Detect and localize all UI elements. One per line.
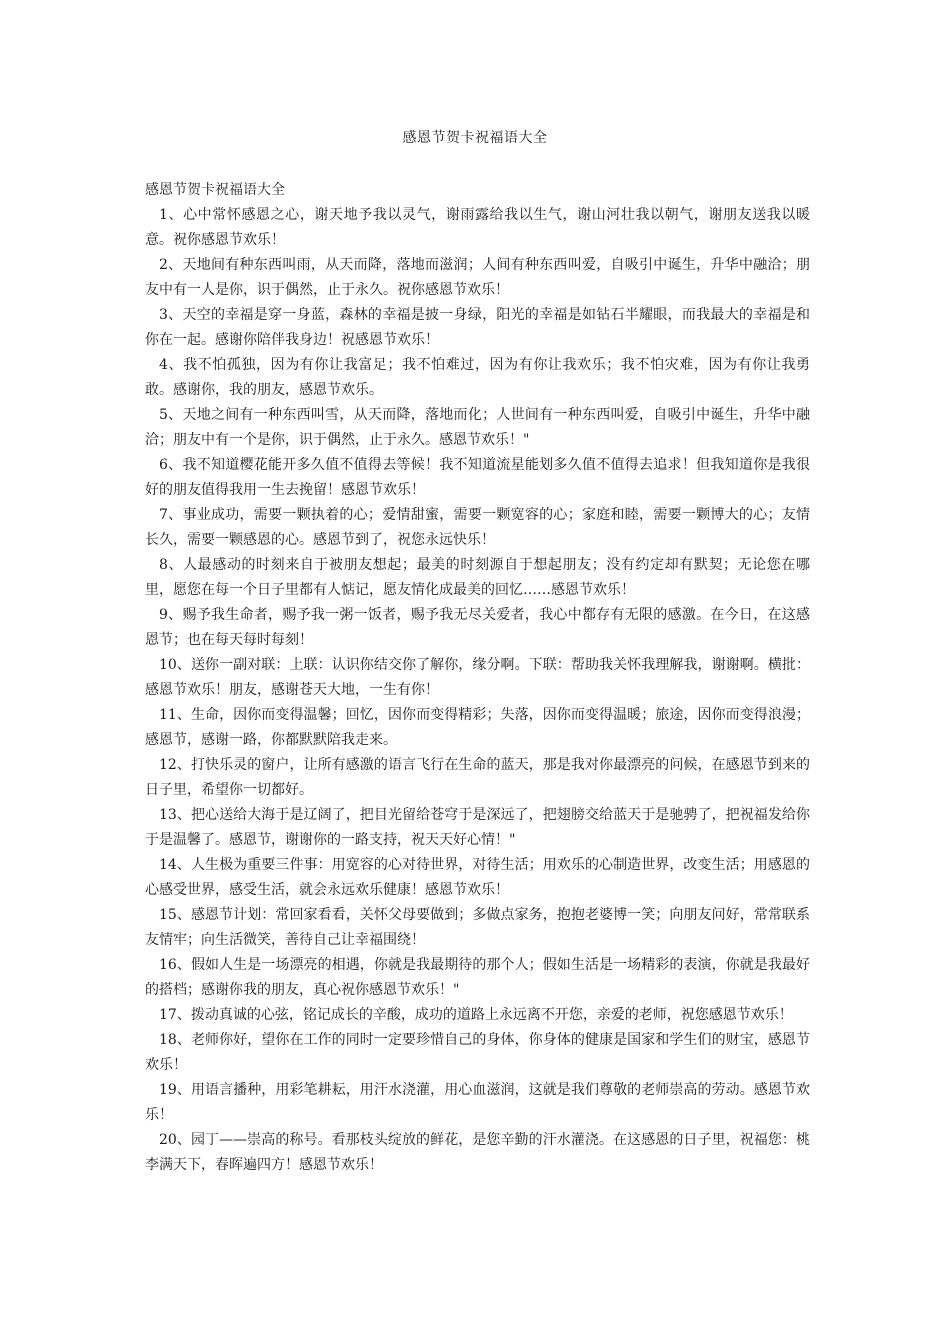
paragraph-5: 5、天地之间有一种东西叫雪，从天而降，落地而化；人世间有一种东西叫爱，自吸引中诞生，升华中融洽；朋友中有一个是你，识于偶然，止于永久。感恩节欢乐！": [145, 407, 810, 448]
paragraph-13: 13、把心送给大海于是辽阔了，把目光留给苍穹于是深远了，把翅膀交给蓝天于是驰骋了，把祝福发给你于是温馨了。感恩节，谢谢你的一路支持，祝天天好心情！": [145, 807, 810, 848]
paragraph-1: 1、心中常怀感恩之心，谢天地予我以灵气，谢雨露给我以生气，谢山河壮我以朝气，谢朋友送我以暖意。祝你感恩节欢乐！: [145, 207, 810, 248]
paragraph-17: 17、拨动真诚的心弦，铭记成长的辛酸，成功的道路上永远离不开您，亲爱的老师，祝您感恩节欢乐！: [159, 1007, 793, 1023]
paragraph-15: 15、感恩节计划：常回家看看，关怀父母要做到；多做点家务，抱抱老婆博一笑；向朋友问好，常常联系友情牢；向生活微笑，善待自己让幸福围绕！: [145, 907, 810, 948]
paragraph-4: 4、我不怕孤独，因为有你让我富足；我不怕难过，因为有你让我欢乐；我不怕灾难，因为有你让我勇敢。感谢你，我的朋友，感恩节欢乐。: [145, 357, 810, 398]
paragraph-19: 19、用语言播种，用彩笔耕耘，用汗水浇灌，用心血滋润，这就是我们尊敬的老师崇高的劳动。感恩节欢乐！: [145, 1082, 810, 1123]
document-body: [145, 178, 810, 1178]
paragraph-16: 16、假如人生是一场漂亮的相遇，你就是我最期待的那个人；假如生活是一场精彩的表演，你就是我最好的搭档；感谢你我的朋友，真心祝你感恩节欢乐！": [145, 957, 810, 998]
paragraph-18: 18、老师你好，望你在工作的同时一定要珍惜自己的身体，你身体的健康是国家和学生们的财宝，感恩节欢乐！: [145, 1032, 810, 1073]
paragraph-6: 6、我不知道樱花能开多久值不值得去等候！我不知道流星能划多久值不值得去追求！但我知道你是我很好的朋友值得我用一生去挽留！感恩节欢乐！: [145, 457, 810, 498]
paragraph-7: 7、事业成功，需要一颗执着的心；爱情甜蜜，需要一颗宽容的心；家庭和睦，需要一颗博大的心；友情长久，需要一颗感恩的心。感恩节到了，祝您永远快乐！: [145, 507, 810, 548]
paragraph-12: 12、打快乐灵的窗户，让所有感激的语言飞行在生命的蓝天，那是我对你最漂亮的问候，在感恩节到来的日子里，希望你一切都好。: [145, 757, 810, 798]
paragraph-14: 14、人生极为重要三件事：用宽容的心对待世界，对待生活；用欢乐的心制造世界，改变生活；用感恩的心感受世界，感受生活，就会永远欢乐健康！感恩节欢乐！: [145, 857, 810, 898]
paragraph-3: 3、天空的幸福是穿一身蓝，森林的幸福是披一身绿，阳光的幸福是如钻石半耀眼，而我最大的幸福是和你在一起。感谢你陪伴我身边！祝感恩节欢乐！: [145, 307, 810, 348]
paragraph-10: 10、送你一副对联：上联：认识你结交你了解你，缘分啊。下联：帮助我关怀我理解我，谢谢啊。横批：感恩节欢乐！朋友，感谢苍天大地，一生有你！: [145, 657, 810, 698]
paragraph-2: 2、天地间有种东西叫雨，从天而降，落地而滋润；人间有种东西叫爱，自吸引中诞生，升华中融洽；朋友中有一人是你，识于偶然，止于永久。祝你感恩节欢乐！: [145, 257, 810, 298]
paragraph-20: 20、园丁——崇高的称号。看那枝头绽放的鲜花，是您辛勤的汗水灌浇。在这感恩的日子里，祝福您：桃李满天下，春晖遍四方！感恩节欢乐！: [145, 1132, 810, 1173]
document-title: 感恩节贺卡祝福语大全: [402, 130, 548, 146]
paragraph-9: 9、赐予我生命者，赐予我一粥一饭者，赐予我无尽关爱者，我心中都存有无限的感激。在今日，在这感恩节；也在每天每时每刻！: [145, 607, 810, 648]
document-subtitle: 感恩节贺卡祝福语大全: [145, 182, 285, 198]
paragraph-11: 11、生命，因你而变得温馨；回忆，因你而变得精彩；失落，因你而变得温暖；旅途，因你而变得浪漫；感恩节，感谢一路，你都默默陪我走来。: [145, 707, 810, 748]
paragraph-8: 8、人最感动的时刻来自于被朋友想起；最美的时刻源自于想起朋友；没有约定却有默契；无论您在哪里，愿您在每一个日子里都有人惦记，愿友情化成最美的回忆……感恩节欢乐！: [145, 557, 810, 598]
